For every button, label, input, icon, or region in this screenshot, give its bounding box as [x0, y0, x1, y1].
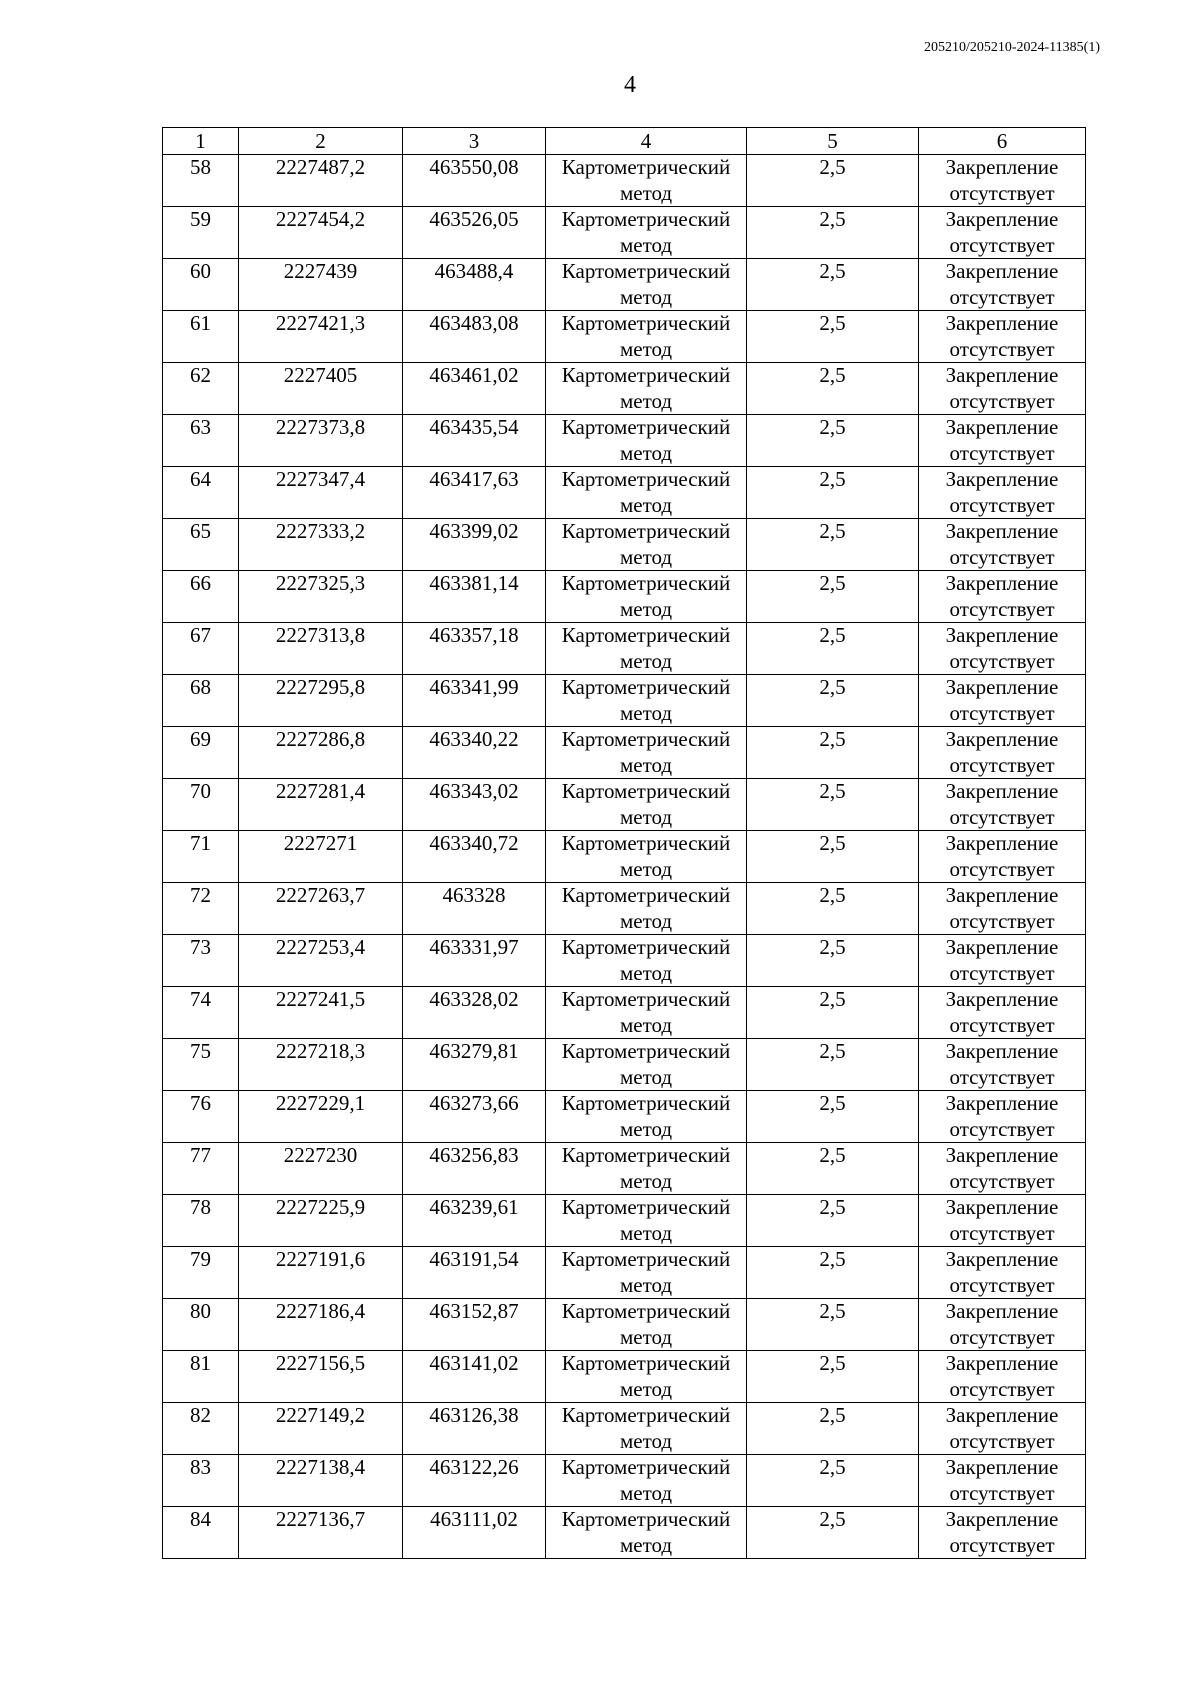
table-cell-col-6: Закрепление отсутствует — [919, 675, 1086, 727]
table-cell-col-2: 2227286,8 — [239, 727, 403, 779]
page-number: 4 — [624, 72, 636, 98]
table-cell-col-6: Закрепление отсутствует — [919, 519, 1086, 571]
table-cell-col-2: 2227241,5 — [239, 987, 403, 1039]
table-cell-col-1: 66 — [163, 571, 239, 623]
table-cell-col-2: 2227439 — [239, 259, 403, 311]
table-row — [163, 1195, 1086, 1247]
table-cell-col-2: 2227186,4 — [239, 1299, 403, 1351]
table-cell-col-6: Закрепление отсутствует — [919, 571, 1086, 623]
table-row — [163, 155, 1086, 207]
table-cell-col-6: Закрепление отсутствует — [919, 831, 1086, 883]
table-cell-col-6: Закрепление отсутствует — [919, 1247, 1086, 1299]
table-cell-col-3: 463461,02 — [403, 363, 546, 415]
table-cell-col-1: 84 — [163, 1507, 239, 1559]
table-cell-col-5: 2,5 — [747, 623, 919, 675]
table-cell-col-5: 2,5 — [747, 415, 919, 467]
table-cell-col-6: Закрепление отсутствует — [919, 1091, 1086, 1143]
table-cell-col-2: 2227347,4 — [239, 467, 403, 519]
table-body — [163, 155, 1086, 1559]
table-cell-col-4: Картометрический метод — [546, 1455, 747, 1507]
table-cell-col-4: Картометрический метод — [546, 311, 747, 363]
table-cell-col-6: Закрепление отсутствует — [919, 207, 1086, 259]
table-cell-col-6: Закрепление отсутствует — [919, 935, 1086, 987]
table-cell-col-3: 463417,63 — [403, 467, 546, 519]
table-cell-col-3: 463191,54 — [403, 1247, 546, 1299]
table-cell-col-3: 463279,81 — [403, 1039, 546, 1091]
table-cell-col-6: Закрепление отсутствует — [919, 1299, 1086, 1351]
table-cell-col-2: 2227487,2 — [239, 155, 403, 207]
table-cell-col-3: 463141,02 — [403, 1351, 546, 1403]
table-row — [163, 1403, 1086, 1455]
table-cell-col-5: 2,5 — [747, 935, 919, 987]
table-cell-col-3: 463273,66 — [403, 1091, 546, 1143]
table-cell-col-5: 2,5 — [747, 1351, 919, 1403]
table-cell-col-4: Картометрический метод — [546, 1403, 747, 1455]
table-cell-col-1: 60 — [163, 259, 239, 311]
table-cell-col-6: Закрепление отсутствует — [919, 311, 1086, 363]
column-header-3: 3 — [403, 128, 546, 155]
table-cell-col-2: 2227325,3 — [239, 571, 403, 623]
table-cell-col-4: Картометрический метод — [546, 831, 747, 883]
table-cell-col-3: 463126,38 — [403, 1403, 546, 1455]
table-cell-col-6: Закрепление отсутствует — [919, 363, 1086, 415]
table-row — [163, 675, 1086, 727]
table-row — [163, 415, 1086, 467]
table-cell-col-1: 77 — [163, 1143, 239, 1195]
table-cell-col-3: 463256,83 — [403, 1143, 546, 1195]
table-cell-col-2: 2227156,5 — [239, 1351, 403, 1403]
table-cell-col-2: 2227253,4 — [239, 935, 403, 987]
table-cell-col-3: 463122,26 — [403, 1455, 546, 1507]
table-header — [163, 128, 1086, 155]
table-cell-col-1: 62 — [163, 363, 239, 415]
table-cell-col-6: Закрепление отсутствует — [919, 1507, 1086, 1559]
table-cell-col-1: 81 — [163, 1351, 239, 1403]
table-row — [163, 259, 1086, 311]
table-cell-col-4: Картометрический метод — [546, 519, 747, 571]
table-cell-col-4: Картометрический метод — [546, 415, 747, 467]
table-cell-col-4: Картометрический метод — [546, 1143, 747, 1195]
table-cell-col-3: 463331,97 — [403, 935, 546, 987]
table-cell-col-2: 2227454,2 — [239, 207, 403, 259]
table-cell-col-1: 69 — [163, 727, 239, 779]
table-cell-col-1: 63 — [163, 415, 239, 467]
table-cell-col-5: 2,5 — [747, 1195, 919, 1247]
table-cell-col-2: 2227230 — [239, 1143, 403, 1195]
table-cell-col-2: 2227229,1 — [239, 1091, 403, 1143]
table-cell-col-6: Закрепление отсутствует — [919, 415, 1086, 467]
table-cell-col-5: 2,5 — [747, 1403, 919, 1455]
table-cell-col-1: 79 — [163, 1247, 239, 1299]
table-cell-col-6: Закрепление отсутствует — [919, 467, 1086, 519]
table-cell-col-5: 2,5 — [747, 259, 919, 311]
table-row — [163, 1039, 1086, 1091]
table-cell-col-6: Закрепление отсутствует — [919, 1143, 1086, 1195]
table-cell-col-6: Закрепление отсутствует — [919, 1039, 1086, 1091]
table-cell-col-3: 463343,02 — [403, 779, 546, 831]
table-cell-col-2: 2227313,8 — [239, 623, 403, 675]
table-cell-col-1: 58 — [163, 155, 239, 207]
table-cell-col-4: Картометрический метод — [546, 207, 747, 259]
table-cell-col-1: 78 — [163, 1195, 239, 1247]
table-cell-col-2: 2227271 — [239, 831, 403, 883]
table-cell-col-4: Картометрический метод — [546, 987, 747, 1039]
table-cell-col-6: Закрепление отсутствует — [919, 883, 1086, 935]
table-cell-col-2: 2227333,2 — [239, 519, 403, 571]
table-row — [163, 779, 1086, 831]
table-cell-col-4: Картометрический метод — [546, 1195, 747, 1247]
table-cell-col-4: Картометрический метод — [546, 467, 747, 519]
table-cell-col-6: Закрепление отсутствует — [919, 1403, 1086, 1455]
table-cell-col-6: Закрепление отсутствует — [919, 1351, 1086, 1403]
table-cell-col-6: Закрепление отсутствует — [919, 155, 1086, 207]
table-cell-col-4: Картометрический метод — [546, 623, 747, 675]
table-cell-col-4: Картометрический метод — [546, 571, 747, 623]
table-cell-col-6: Закрепление отсутствует — [919, 623, 1086, 675]
table-cell-col-4: Картометрический метод — [546, 1247, 747, 1299]
table-cell-col-1: 82 — [163, 1403, 239, 1455]
table-cell-col-5: 2,5 — [747, 1299, 919, 1351]
table-row — [163, 1091, 1086, 1143]
table-cell-col-4: Картометрический метод — [546, 1039, 747, 1091]
table-cell-col-1: 70 — [163, 779, 239, 831]
table-cell-col-2: 2227373,8 — [239, 415, 403, 467]
table-cell-col-5: 2,5 — [747, 1091, 919, 1143]
table-cell-col-1: 71 — [163, 831, 239, 883]
table-row — [163, 1247, 1086, 1299]
table-cell-col-6: Закрепление отсутствует — [919, 987, 1086, 1039]
table-cell-col-3: 463340,72 — [403, 831, 546, 883]
table-cell-col-1: 68 — [163, 675, 239, 727]
table-row — [163, 311, 1086, 363]
table-cell-col-3: 463381,14 — [403, 571, 546, 623]
table-cell-col-3: 463550,08 — [403, 155, 546, 207]
table-cell-col-5: 2,5 — [747, 675, 919, 727]
table-cell-col-5: 2,5 — [747, 1507, 919, 1559]
table-cell-col-4: Картометрический метод — [546, 155, 747, 207]
table-cell-col-4: Картометрический метод — [546, 883, 747, 935]
table-cell-col-1: 74 — [163, 987, 239, 1039]
table-header-row — [163, 128, 1086, 155]
table-cell-col-4: Картометрический метод — [546, 935, 747, 987]
table-cell-col-5: 2,5 — [747, 883, 919, 935]
document-id: 205210/205210-2024-11385(1) — [923, 40, 1100, 55]
table-row — [163, 207, 1086, 259]
table-cell-col-3: 463435,54 — [403, 415, 546, 467]
table-cell-col-3: 463399,02 — [403, 519, 546, 571]
table-cell-col-3: 463340,22 — [403, 727, 546, 779]
table-cell-col-4: Картометрический метод — [546, 675, 747, 727]
table-cell-col-6: Закрепление отсутствует — [919, 779, 1086, 831]
table-row — [163, 883, 1086, 935]
table-cell-col-3: 463341,99 — [403, 675, 546, 727]
table-cell-col-1: 83 — [163, 1455, 239, 1507]
table-cell-col-2: 2227405 — [239, 363, 403, 415]
table-cell-col-3: 463483,08 — [403, 311, 546, 363]
table-row — [163, 831, 1086, 883]
table-row — [163, 1143, 1086, 1195]
table-cell-col-3: 463152,87 — [403, 1299, 546, 1351]
table-cell-col-1: 80 — [163, 1299, 239, 1351]
table-cell-col-4: Картометрический метод — [546, 1507, 747, 1559]
column-header-2: 2 — [239, 128, 403, 155]
table-cell-col-2: 2227225,9 — [239, 1195, 403, 1247]
table-cell-col-5: 2,5 — [747, 467, 919, 519]
table-row — [163, 363, 1086, 415]
table-cell-col-2: 2227263,7 — [239, 883, 403, 935]
table-cell-col-4: Картометрический метод — [546, 727, 747, 779]
table-cell-col-3: 463526,05 — [403, 207, 546, 259]
table-row — [163, 1455, 1086, 1507]
table-cell-col-1: 72 — [163, 883, 239, 935]
table-cell-col-5: 2,5 — [747, 311, 919, 363]
table-cell-col-4: Картометрический метод — [546, 1351, 747, 1403]
table-cell-col-3: 463111,02 — [403, 1507, 546, 1559]
table-row — [163, 571, 1086, 623]
table-cell-col-1: 76 — [163, 1091, 239, 1143]
table-cell-col-2: 2227281,4 — [239, 779, 403, 831]
table-cell-col-5: 2,5 — [747, 571, 919, 623]
table-row — [163, 467, 1086, 519]
table-cell-col-5: 2,5 — [747, 1247, 919, 1299]
column-header-6: 6 — [919, 128, 1086, 155]
table-cell-col-3: 463239,61 — [403, 1195, 546, 1247]
table-cell-col-3: 463357,18 — [403, 623, 546, 675]
table-cell-col-4: Картометрический метод — [546, 363, 747, 415]
table-row — [163, 987, 1086, 1039]
table-row — [163, 519, 1086, 571]
table-cell-col-5: 2,5 — [747, 363, 919, 415]
table-cell-col-2: 2227138,4 — [239, 1455, 403, 1507]
table-cell-col-5: 2,5 — [747, 1039, 919, 1091]
table-cell-col-5: 2,5 — [747, 1455, 919, 1507]
table-cell-col-6: Закрепление отсутствует — [919, 727, 1086, 779]
table-cell-col-5: 2,5 — [747, 519, 919, 571]
table-cell-col-5: 2,5 — [747, 207, 919, 259]
column-header-5: 5 — [747, 128, 919, 155]
table-cell-col-5: 2,5 — [747, 727, 919, 779]
table-row — [163, 623, 1086, 675]
table-cell-col-1: 75 — [163, 1039, 239, 1091]
table-cell-col-5: 2,5 — [747, 987, 919, 1039]
table-cell-col-6: Закрепление отсутствует — [919, 1195, 1086, 1247]
table-cell-col-2: 2227191,6 — [239, 1247, 403, 1299]
table-cell-col-1: 67 — [163, 623, 239, 675]
table-cell-col-1: 73 — [163, 935, 239, 987]
table-cell-col-1: 65 — [163, 519, 239, 571]
table-cell-col-4: Картометрический метод — [546, 259, 747, 311]
table-cell-col-4: Картометрический метод — [546, 1091, 747, 1143]
table-cell-col-5: 2,5 — [747, 779, 919, 831]
table-cell-col-1: 64 — [163, 467, 239, 519]
table-cell-col-5: 2,5 — [747, 155, 919, 207]
table-cell-col-3: 463328 — [403, 883, 546, 935]
table-row — [163, 1351, 1086, 1403]
column-header-4: 4 — [546, 128, 747, 155]
table-cell-col-2: 2227218,3 — [239, 1039, 403, 1091]
table-cell-col-4: Картометрический метод — [546, 779, 747, 831]
table-cell-col-4: Картометрический метод — [546, 1299, 747, 1351]
table-cell-col-3: 463488,4 — [403, 259, 546, 311]
table-cell-col-2: 2227136,7 — [239, 1507, 403, 1559]
table-cell-col-2: 2227295,8 — [239, 675, 403, 727]
table-row — [163, 935, 1086, 987]
table-cell-col-3: 463328,02 — [403, 987, 546, 1039]
table-cell-col-5: 2,5 — [747, 1143, 919, 1195]
column-header-1: 1 — [163, 128, 239, 155]
table-cell-col-5: 2,5 — [747, 831, 919, 883]
table-cell-col-2: 2227149,2 — [239, 1403, 403, 1455]
table-cell-col-6: Закрепление отсутствует — [919, 1455, 1086, 1507]
table-row — [163, 727, 1086, 779]
table-cell-col-1: 61 — [163, 311, 239, 363]
table-cell-col-6: Закрепление отсутствует — [919, 259, 1086, 311]
table-row — [163, 1299, 1086, 1351]
table-cell-col-1: 59 — [163, 207, 239, 259]
table-row — [163, 1507, 1086, 1559]
table-cell-col-2: 2227421,3 — [239, 311, 403, 363]
coordinates-table — [162, 127, 1086, 1559]
